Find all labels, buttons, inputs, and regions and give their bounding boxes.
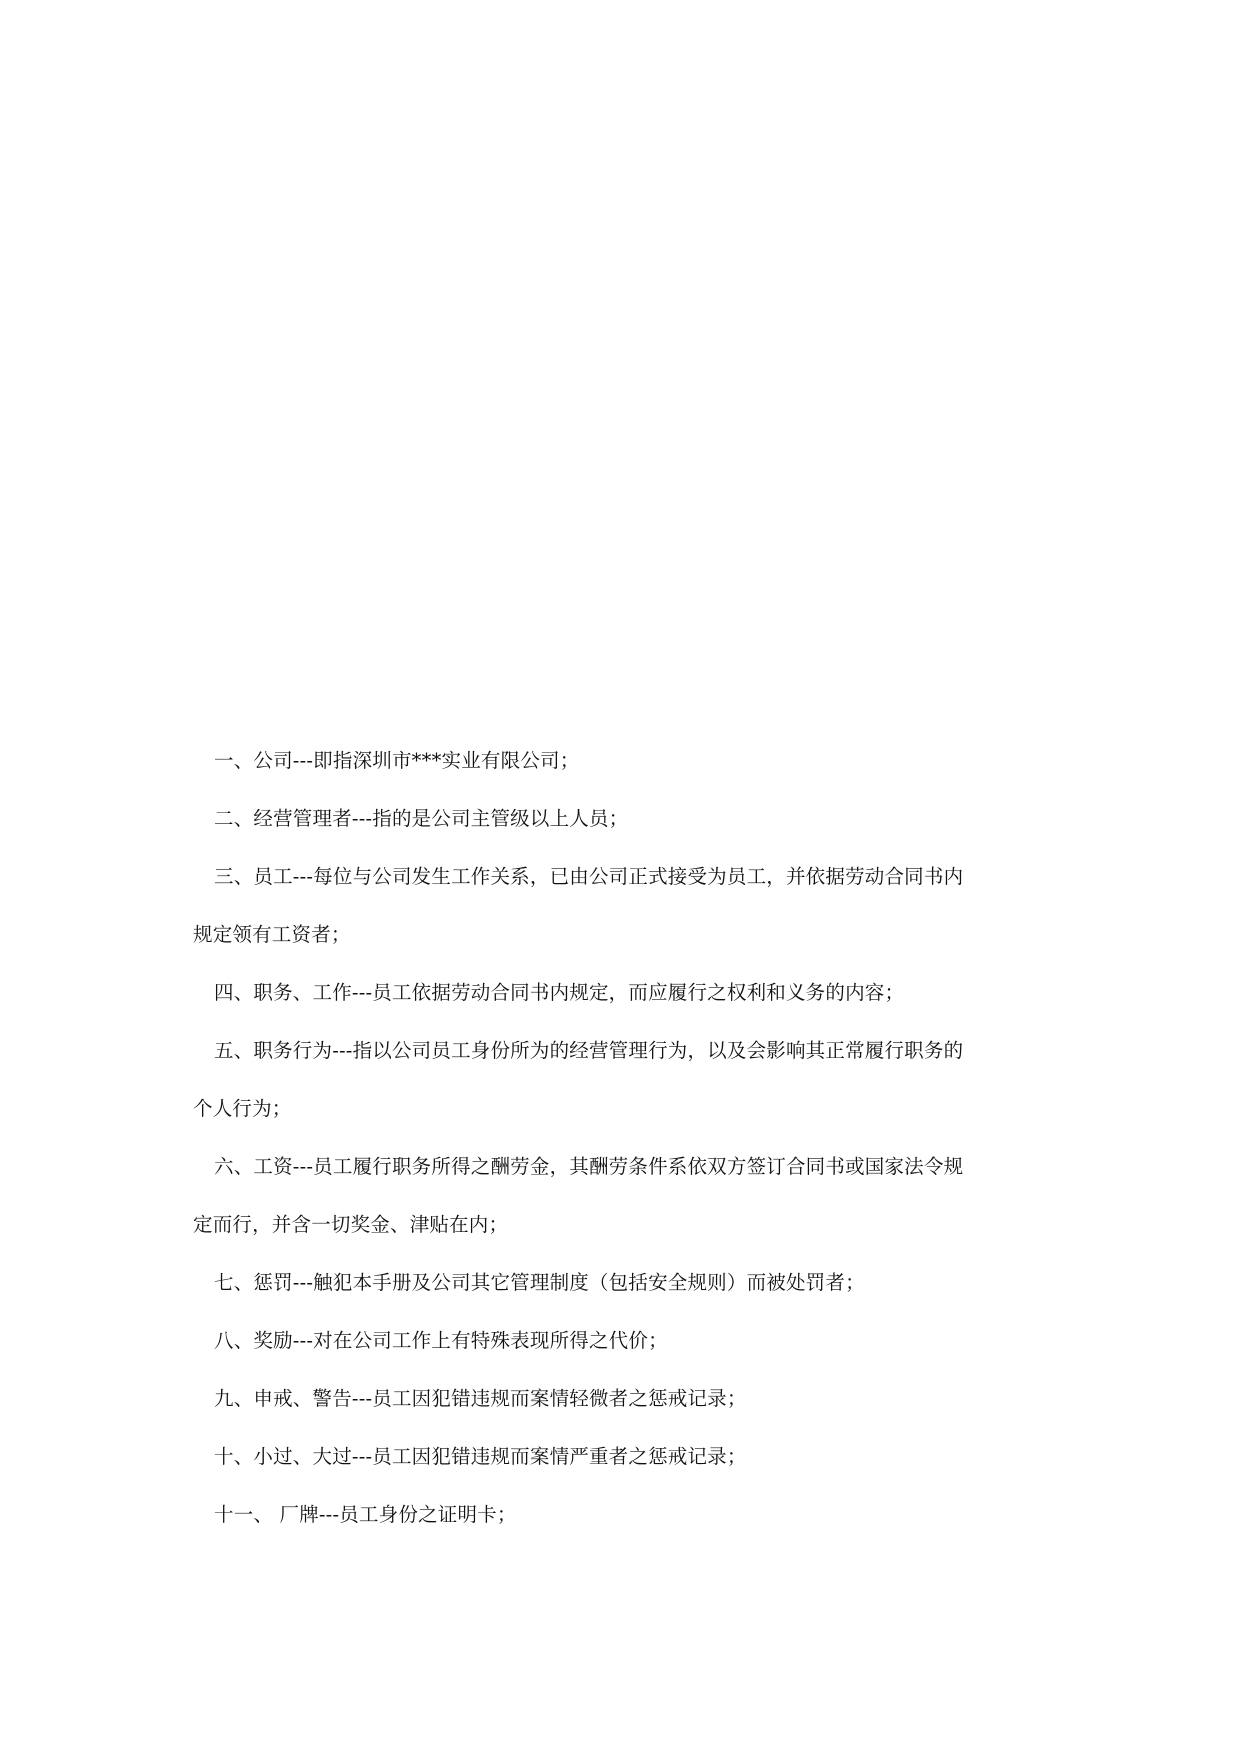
definition-line-8: 八、奖励---对在公司工作上有特殊表现所得之代价； bbox=[214, 1329, 668, 1352]
definition-line-11: 十一、 厂牌---员工身份之证明卡； bbox=[214, 1503, 517, 1526]
definition-line-5-continued: 个人行为； bbox=[193, 1097, 292, 1120]
definition-line-3-continued: 规定领有工资者； bbox=[193, 923, 351, 946]
definition-line-4: 四、职务、工作---员工依据劳动合同书内规定，而应履行之权利和义务的内容； bbox=[214, 981, 905, 1004]
definition-line-10: 十、小过、大过---员工因犯错违规而案情严重者之惩戒记录； bbox=[214, 1445, 747, 1468]
definition-line-1: 一、公司---即指深圳市***实业有限公司； bbox=[214, 749, 580, 772]
definition-line-6: 六、工资---员工履行职务所得之酬劳金，其酬劳条件系依双方签订合同书或国家法令规 bbox=[214, 1155, 964, 1178]
definition-line-5: 五、职务行为---指以公司员工身份所为的经营管理行为，以及会影响其正常履行职务的 bbox=[214, 1039, 964, 1062]
definition-line-9: 九、申戒、警告---员工因犯错违规而案情轻微者之惩戒记录； bbox=[214, 1387, 747, 1410]
document-body bbox=[193, 748, 1053, 1560]
definition-line-2: 二、经营管理者---指的是公司主管级以上人员； bbox=[214, 807, 629, 830]
definition-line-6-continued: 定而行，并含一切奖金、津贴在内； bbox=[193, 1213, 509, 1236]
definition-line-3: 三、员工---每位与公司发生工作关系，已由公司正式接受为员工，并依据劳动合同书内 bbox=[214, 865, 964, 888]
definition-line-7: 七、惩罚---触犯本手册及公司其它管理制度（包括安全规则）而被处罚者； bbox=[214, 1271, 865, 1294]
